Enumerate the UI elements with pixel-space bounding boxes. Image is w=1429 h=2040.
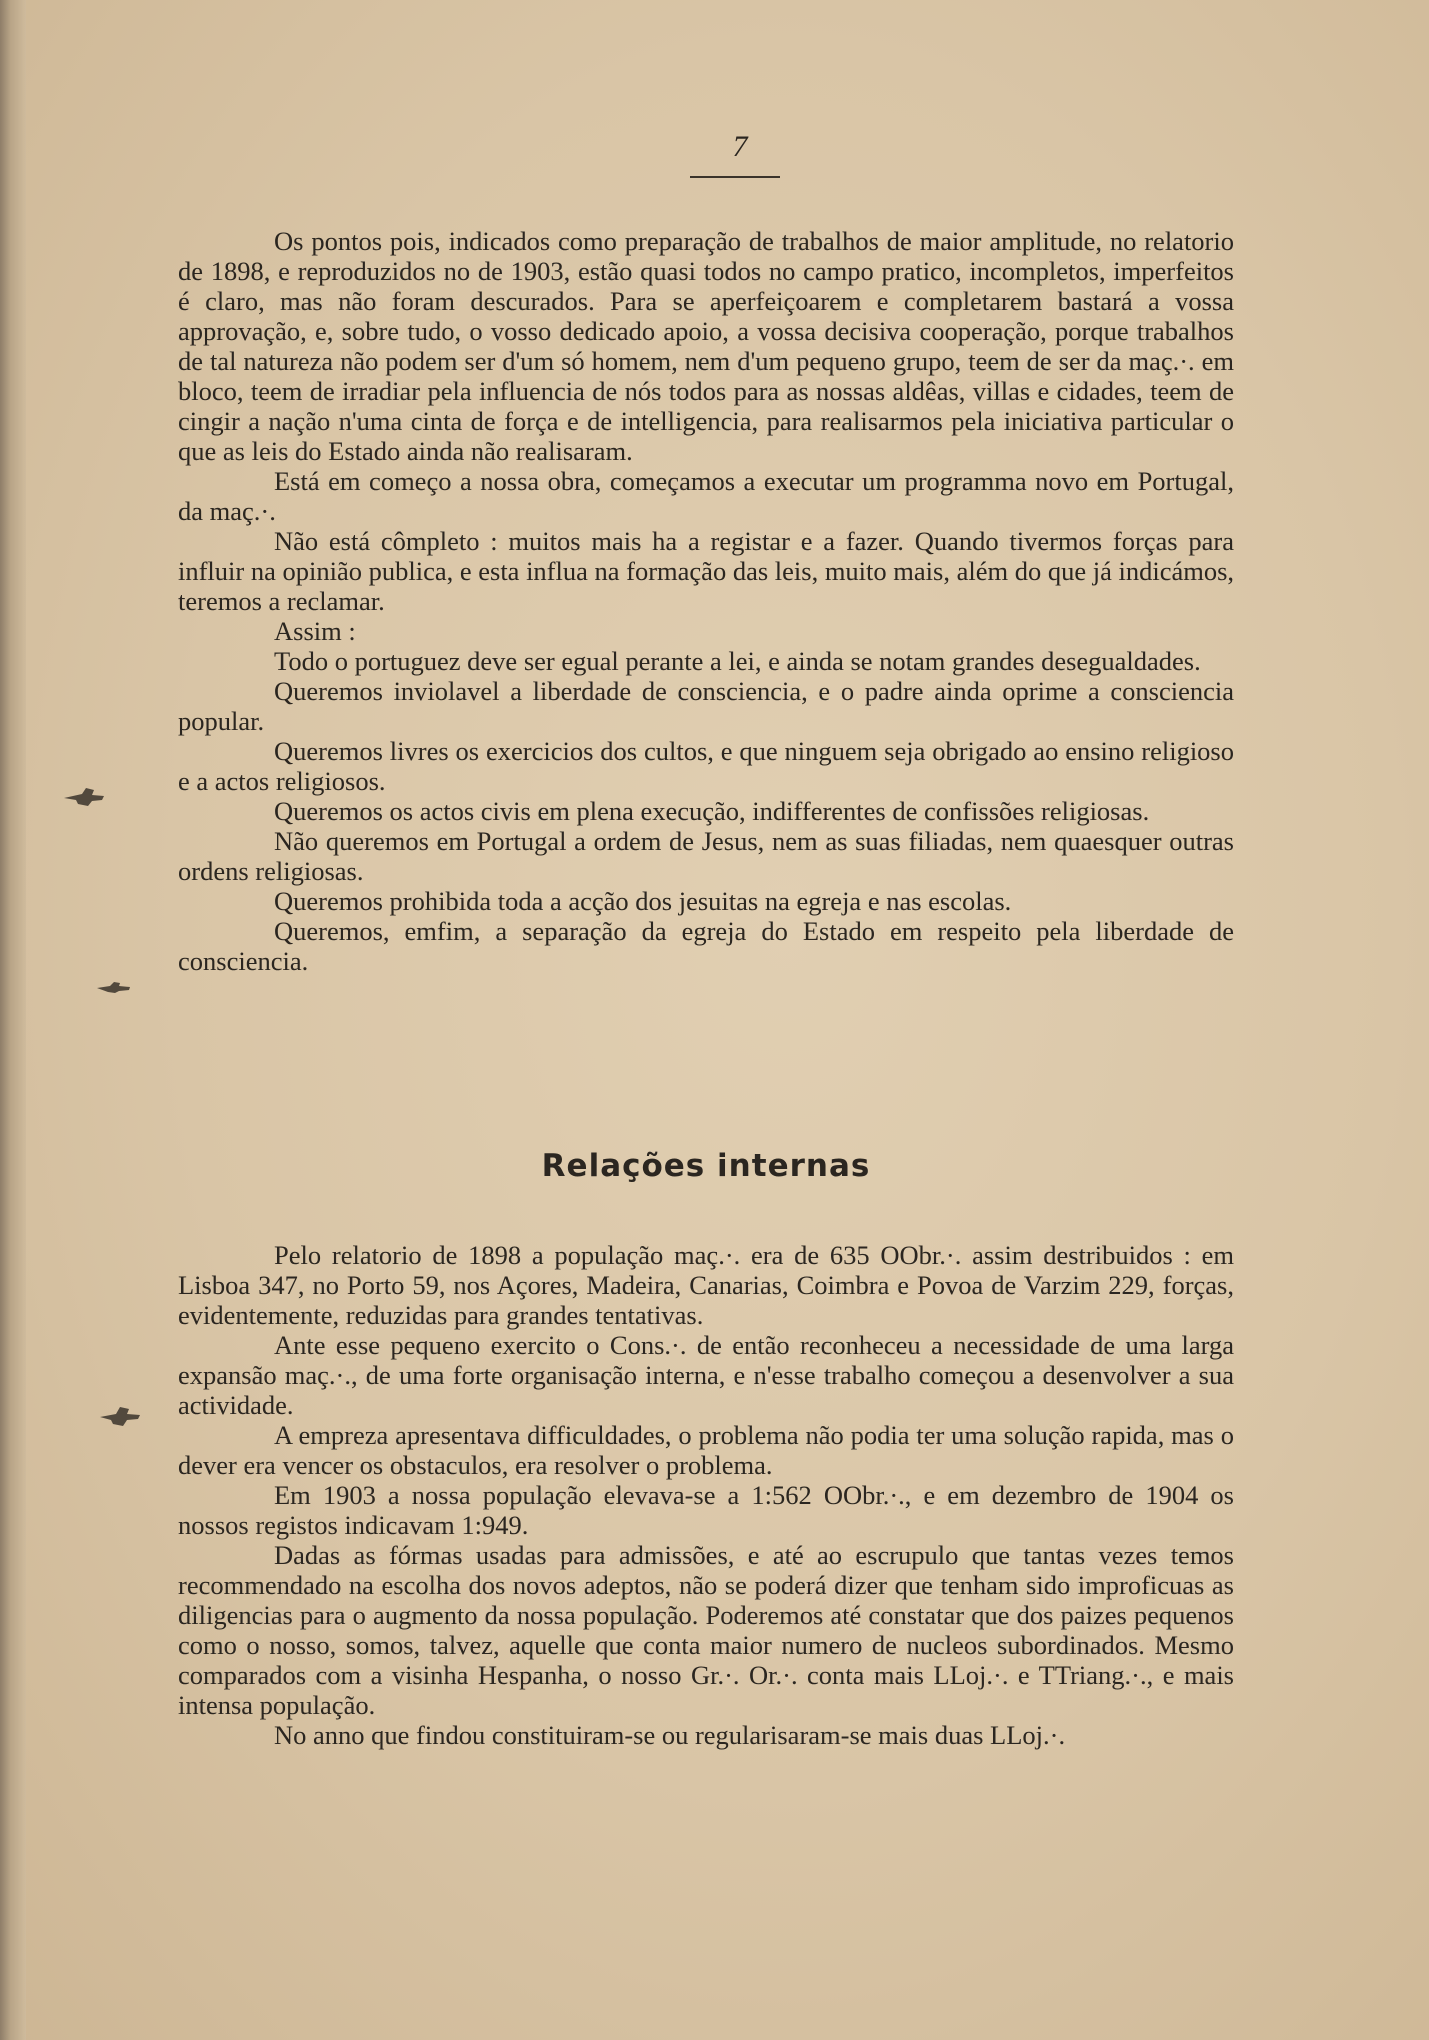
paragraph: A empreza apresentava difficuldades, o problema não podia ter uma solução rapida, mas o dever era vencer os obstaculos, era resolver o problema. [178, 1420, 1234, 1480]
page-number: 7 [732, 130, 748, 163]
paragraph: Queremos prohibida toda a acção dos jesuitas na egreja e nas escolas. [274, 886, 1012, 916]
paragraph: Os pontos pois, indicados como preparação de trabalhos de maior amplitude, no relatorio de 1898, e reproduzidos no de 1903, estão quasi todos no campo pratico, incompletos, imperfeitos é claro, mas não foram descurados. Para se aperfeiçoarem e completarem bastará a vossa approvação, e, sobre tudo, o vosso dedicado apoio, a vossa decisiva cooperação, porque trabalhos de tal natureza não podem ser d'um só homem, nem d'um pequeno grupo, teem de ser da maç.·. em bloco, teem de irradiar pela influencia de nós todos para as nossas aldêas, villas e cidades, teem de cingir a nação n'uma cinta de força e de intelligencia, para realisarmos pela iniciativa particular o que as leis do Estado ainda não realisaram. [178, 226, 1234, 466]
paragraph: Todo o portuguez deve ser egual perante a lei, e ainda se notam grandes desegualdades. [274, 646, 1201, 676]
paragraph: Queremos os actos civis em plena execução, indifferentes de confissões religiosas. [274, 796, 1150, 826]
paragraph: Pelo relatorio de 1898 a população maç.·. era de 635 OObr.·. assim destribuidos : em Lisboa 347, no Porto 59, nos Açores, Madeira, Canarias, Coimbra e Povoa de Varzim 229, forças, evidentemente, reduzidas para grandes tentativas. [178, 1240, 1234, 1330]
binding-edge [0, 0, 26, 2040]
paragraph: Está em começo a nossa obra, começamos a executar um programma novo em Portugal, da maç.·. [178, 466, 1234, 526]
paragraph: Queremos, emfim, a separação da egreja do Estado em respeito pela liberdade de consciencia. [178, 916, 1234, 976]
paragraph: Não queremos em Portugal a ordem de Jesus, nem as suas filiadas, nem quaesquer outras ordens religiosas. [178, 826, 1234, 886]
paragraph: Dadas as fórmas usadas para admissões, e até ao escrupulo que tantas vezes temos recommendado na escolha dos novos adeptos, não se poderá dizer que tenham sido improficuas as diligencias para o augmento da nossa população. Poderemos até constatar que dos paizes pequenos como o nosso, somos, talvez, aquelle que conta maior numero de nucleos subordinados. Mesmo comparados com a visinha Hespanha, o nosso Gr.·. Or.·. conta mais LLoj.·. e TTriang.·., e mais intensa população. [178, 1540, 1234, 1720]
section-2-text [178, 1240, 1234, 1750]
paragraph: Queremos livres os exercicios dos cultos, e que ninguem seja obrigado ao ensino religioso e a actos religiosos. [178, 736, 1234, 796]
fist-ornament-icon [98, 1404, 144, 1430]
fist-ornament-icon [96, 980, 132, 994]
paragraph: Em 1903 a nossa população elevava-se a 1:562 OObr.·., e em dezembro de 1904 os nossos registos indicavam 1:949. [178, 1480, 1234, 1540]
paragraph: Não está cômpleto : muitos mais ha a registar e a fazer. Quando tivermos forças para influir na opinião publica, e esta influa na formação das leis, muito mais, além do que já indicámos, teremos a reclamar. [178, 526, 1235, 616]
page-number-rule [690, 176, 780, 178]
section-title: Relações internas [541, 1148, 871, 1184]
paragraph: Ante esse pequeno exercito o Cons.·. de então reconheceu a necessidade de uma larga expansão maç.·., de uma forte organisação interna, e n'esse trabalho começou a desenvolver a sua actividade. [178, 1330, 1234, 1420]
paragraph: Assim : [274, 616, 356, 646]
paragraph: Queremos inviolavel a liberdade de consciencia, e o padre ainda oprime a consciencia popular. [178, 676, 1234, 736]
paragraph: No anno que findou constituiram-se ou regularisaram-se mais duas LLoj.·. [274, 1720, 1066, 1750]
section-1-text [178, 226, 1234, 976]
fist-ornament-icon [62, 784, 108, 810]
